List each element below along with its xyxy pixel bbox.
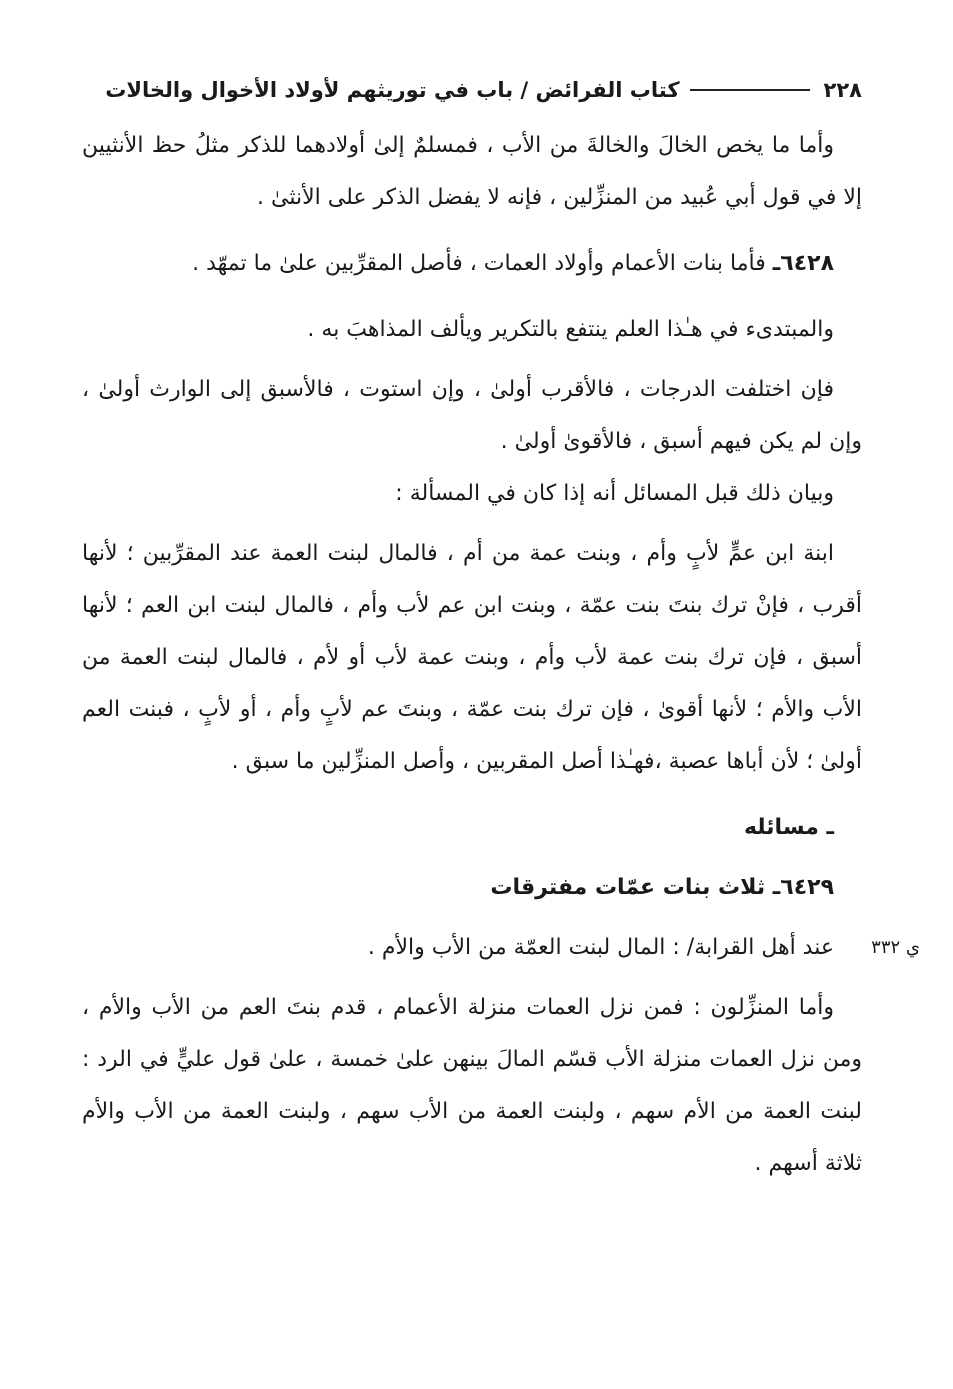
page-body [82, 120, 920, 1190]
paragraph-8: وأما المنزِّلون : فمن نزل العمات منزلة الأعمام ، قدم بنتَ العم من الأب والأم ، ومن نزل العمات منزلة الأب قسّم المالَ بينهن علىٰ خمسة ، علىٰ قول عليٍّ في الرد : لبنت العمة من الأم سهم ، ولبنت العمة من الأب سهم ، ولبنت العمة من الأب والأم ثلاثة أسهم . [82, 995, 862, 1176]
paragraph-5: وبيان ذلك قبل المسائل أنه إذا كان في المسألة : [395, 481, 834, 506]
paragraph-1: وأما ما يخص الخالَ والخالةَ من الأب ، فمسلمٌ إلىٰ أولادهما للذكر مثلُ حظ الأنثيين إلا في قول أبي عُبيد من المنزِّلين ، فإنه لا يفضل الذكر على الأنثىٰ . [82, 133, 862, 210]
paragraph-4: فإن اختلفت الدرجات ، فالأقرب أولىٰ ، وإن استوت ، فالأسبق إلى الوارث أولىٰ ، وإن لم يكن فيهم أسبق ، فالأقوىٰ أولىٰ . [82, 377, 862, 454]
subheading-6429: ٦٤٢٩ـ ثلاث بنات عمّات مفترقات [490, 875, 834, 900]
subheading-masaeluh: ـ مسائله [743, 815, 834, 840]
margin-row [82, 922, 920, 974]
page-header [82, 70, 862, 110]
page-number: ٢٢٨ [823, 78, 862, 102]
header-rule [690, 89, 810, 91]
running-title: كتاب الفرائض / باب في توريثهم لأولاد الأخوال والخالات [105, 78, 680, 102]
paragraph-6: ابنة ابن عمٍّ لأبٍ وأم ، وبنت عمة من أم ، فالمال لبنت العمة عند المقرِّبين ؛ لأنها أقرب ، فإنْ ترك بنتَ بنت عمّة ، وبنت ابن عم لأب وأم ، فالمال لبنت ابن العم ؛ لأنها أسبق ، فإن ترك بنت عمة لأب وأم ، وبنت عمة لأب أو لأم ، فالمال لبنت العمة من الأب والأم ؛ لأنها أقوىٰ ، فإن ترك بنت عمّة ، وبنتَ عم لأبٍ وأم ، أو لأبٍ ، فبنت العم أولىٰ ؛ لأن أباها عصبة ،فهـٰذا أصل المقربين ، وأصل المنزِّلين ما سبق . [82, 541, 862, 774]
section-number-6428: ٦٤٢٨ـ [772, 251, 834, 276]
paragraph-7: عند أهل القرابة/ : المال لبنت العمّة من الأب والأم . [367, 935, 834, 960]
paragraph-3: والمبتدىء في هـٰذا العلم ينتفع بالتكرير ويألف المذاهبَ به . [307, 317, 834, 342]
paragraph-2-text: فأما بنات الأعمام وأولاد العمات ، فأصل المقرِّبين علىٰ ما تمهّد . [192, 251, 766, 276]
paragraph-2 [82, 238, 862, 290]
margin-note: ي ٣٣٢ [871, 937, 920, 958]
